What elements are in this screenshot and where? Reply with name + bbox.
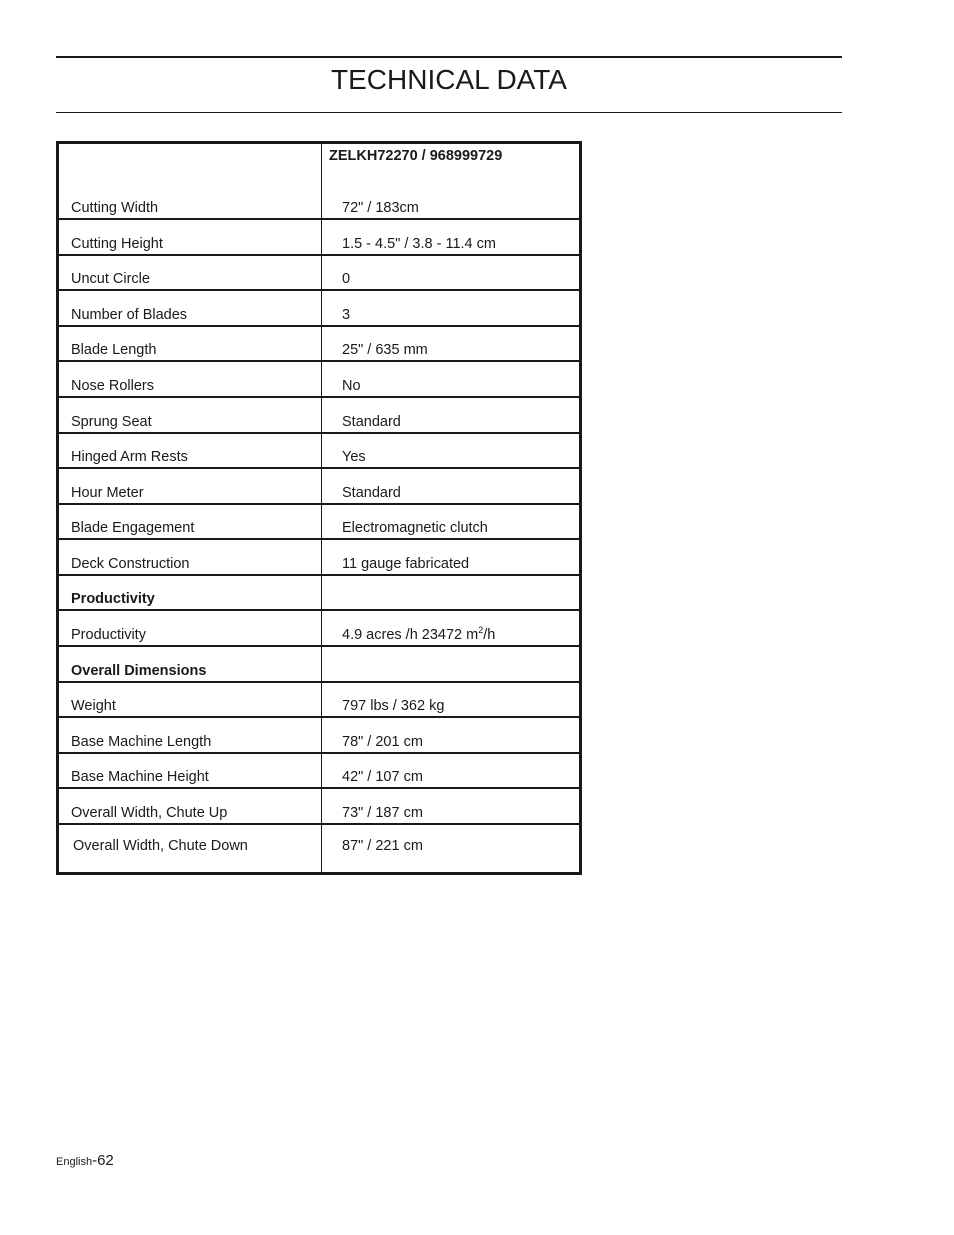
table-row xyxy=(59,362,579,398)
table-row xyxy=(59,611,579,647)
row-value: 87" / 221 cm xyxy=(342,838,423,854)
row-value: Yes xyxy=(342,449,366,465)
row-label: Overall Width, Chute Down xyxy=(73,838,248,854)
row-value: 1.5 - 4.5" / 3.8 - 11.4 cm xyxy=(342,236,496,252)
table-row xyxy=(59,327,579,362)
title-underline xyxy=(56,112,842,113)
section-header-row xyxy=(59,576,579,611)
table-row xyxy=(59,754,579,789)
row-label: Hour Meter xyxy=(71,485,144,501)
row-label: Base Machine Length xyxy=(71,734,212,750)
page-title: TECHNICAL DATA xyxy=(331,64,567,95)
row-label: Productivity xyxy=(71,627,146,643)
row-label: Cutting Width xyxy=(71,200,159,216)
table-row xyxy=(59,789,579,825)
row-value: Standard xyxy=(342,414,401,430)
table-row xyxy=(59,825,579,872)
row-value: No xyxy=(342,378,361,394)
row-value: Electromagnetic clutch xyxy=(342,520,488,536)
row-value: 3 xyxy=(342,307,351,323)
table-row xyxy=(59,683,579,718)
superscript: 2 xyxy=(478,625,484,636)
row-label: Uncut Circle xyxy=(71,271,150,287)
row-value: 73" / 187 cm xyxy=(342,805,423,821)
row-value: 42" / 107 cm xyxy=(342,769,423,785)
table-row xyxy=(59,540,579,576)
row-label: Cutting Height xyxy=(71,236,163,252)
value-text: 4.9 acres /h 23472 m xyxy=(342,627,479,643)
row-label: Overall Width, Chute Up xyxy=(71,805,228,821)
row-label: Sprung Seat xyxy=(71,414,152,430)
row-value: 797 lbs / 362 kg xyxy=(342,698,445,714)
footer-language: English xyxy=(56,1156,93,1168)
row-label: Weight xyxy=(71,698,116,714)
section-header-row xyxy=(59,647,579,683)
table-header-row xyxy=(59,144,579,220)
row-value: 72" / 183cm xyxy=(342,200,419,216)
table-row xyxy=(59,220,579,256)
value-suffix: /h xyxy=(483,627,496,643)
row-label: Hinged Arm Rests xyxy=(71,449,188,465)
model-number-header: ZELKH72270 / 968999729 xyxy=(329,148,503,164)
section-heading: Overall Dimensions xyxy=(71,663,207,679)
table-row xyxy=(59,505,579,540)
row-value: Standard xyxy=(342,485,401,501)
row-value: 78" / 201 cm xyxy=(342,734,423,750)
row-value xyxy=(342,625,495,643)
table-row xyxy=(59,256,579,291)
row-value: 11 gauge fabricated xyxy=(342,556,470,572)
page-number: 62 xyxy=(97,1152,114,1169)
row-label: Number of Blades xyxy=(71,307,188,323)
row-label: Blade Length xyxy=(71,342,157,358)
table-row xyxy=(59,291,579,327)
page-footer xyxy=(56,1152,114,1169)
row-label: Base Machine Height xyxy=(71,769,209,785)
row-label: Deck Construction xyxy=(71,556,190,572)
table-row xyxy=(59,469,579,505)
row-label: Nose Rollers xyxy=(71,378,154,394)
section-heading: Productivity xyxy=(71,591,155,607)
row-label: Blade Engagement xyxy=(71,520,195,536)
table-row xyxy=(59,434,579,469)
table-row xyxy=(59,398,579,434)
row-value: 25" / 635 mm xyxy=(342,342,428,358)
table-row xyxy=(59,718,579,754)
technical-data-table xyxy=(56,141,582,875)
top-rule xyxy=(56,56,842,58)
footer-separator: - xyxy=(92,1152,98,1169)
row-value: 0 xyxy=(342,271,351,287)
